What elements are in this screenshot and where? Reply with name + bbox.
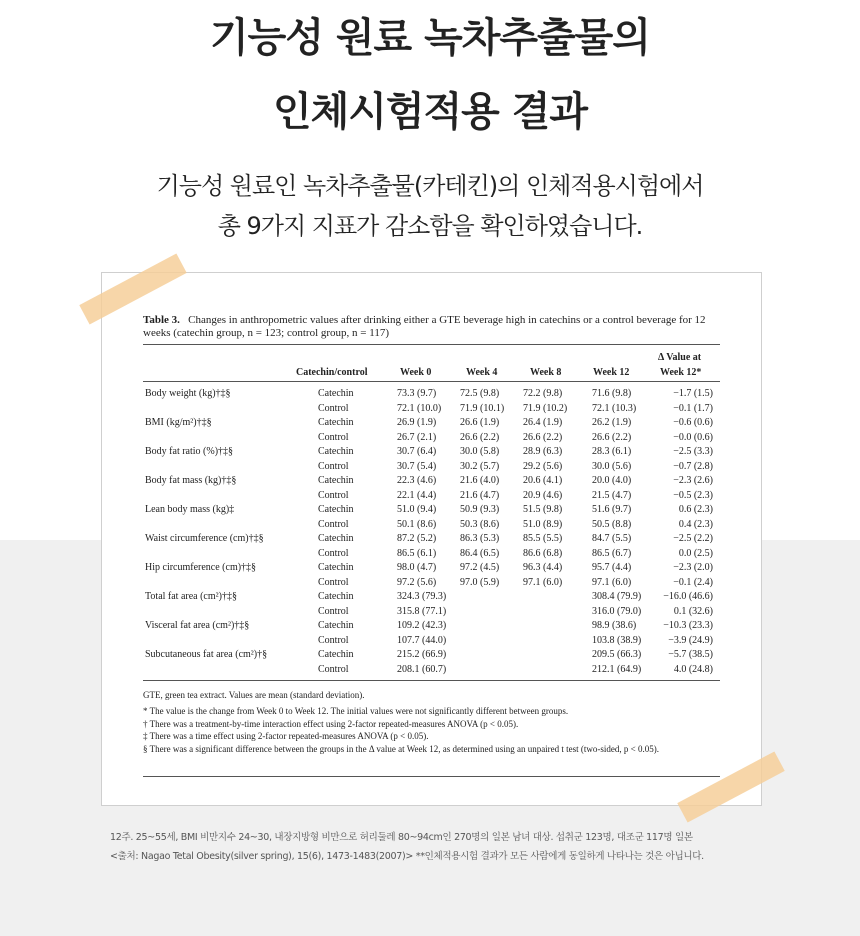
cell-week8: 51.0 (8.9) [523, 519, 563, 530]
cell-week12: 98.9 (38.6) [592, 620, 637, 631]
cell-delta: −0.1 (2.4) [673, 577, 713, 588]
header-delta-week12: Week 12* [660, 367, 702, 378]
cell-delta: −5.7 (38.5) [668, 649, 713, 660]
cell-delta: −2.5 (2.2) [673, 533, 713, 544]
table-rule-bottom [143, 680, 720, 681]
cell-delta: −0.0 (0.6) [673, 432, 713, 443]
header-catechin-control: Catechin/control [296, 367, 368, 378]
source-caption: <출처: Nagao Tetal Obesity(silver spring), 15(6), 1473-1483(2007)> **인체적용시험 결과가 모든 사람에게 동일하게 나타나는 것은 아닙니다. [110, 851, 704, 862]
cell-group: Control [318, 432, 349, 443]
cell-week0: 109.2 (42.3) [397, 620, 447, 631]
cell-week4: 71.9 (10.1) [460, 403, 505, 414]
cell-group: Control [318, 548, 349, 559]
cell-week4: 50.3 (8.6) [460, 519, 500, 530]
subtitle-line1: 기능성 원료인 녹차추출물(카테킨)의 인체적용시험에서 [156, 172, 704, 200]
cell-delta: 4.0 (24.8) [673, 664, 713, 675]
cell-week0: 107.7 (44.0) [397, 635, 447, 646]
cell-delta: −0.5 (2.3) [673, 490, 713, 501]
cell-week0: 208.1 (60.7) [397, 664, 447, 675]
cell-week12: 72.1 (10.3) [592, 403, 637, 414]
cell-delta: −1.7 (1.5) [673, 388, 713, 399]
cell-delta: −16.0 (46.6) [663, 591, 713, 602]
cell-delta: −0.6 (0.6) [673, 417, 713, 428]
cell-measure: BMI (kg/m²)†‡§ [145, 417, 212, 428]
cell-week12: 26.2 (1.9) [592, 417, 632, 428]
cell-group: Control [318, 490, 349, 501]
cell-week0: 87.2 (5.2) [397, 533, 437, 544]
cell-group: Control [318, 403, 349, 414]
cell-week0: 97.2 (5.6) [397, 577, 437, 588]
cell-group: Control [318, 635, 349, 646]
cell-week4: 97.0 (5.9) [460, 577, 500, 588]
cell-group: Catechin [318, 533, 354, 544]
cell-group: Control [318, 664, 349, 675]
cell-week12: 84.7 (5.5) [592, 533, 632, 544]
cell-week4: 30.2 (5.7) [460, 461, 500, 472]
cell-delta: −10.3 (23.3) [663, 620, 713, 631]
cell-week8: 72.2 (9.8) [523, 388, 563, 399]
cell-week0: 22.3 (4.6) [397, 475, 437, 486]
cell-measure: Total fat area (cm²)†‡§ [145, 591, 237, 602]
cell-week4: 26.6 (1.9) [460, 417, 500, 428]
cell-week4: 72.5 (9.8) [460, 388, 500, 399]
cell-week0: 72.1 (10.0) [397, 403, 442, 414]
cell-week0: 86.5 (6.1) [397, 548, 437, 559]
cell-group: Catechin [318, 388, 354, 399]
cell-group: Catechin [318, 620, 354, 631]
cell-measure: Hip circumference (cm)†‡§ [145, 562, 257, 573]
cell-delta: −0.1 (1.7) [673, 403, 713, 414]
cell-week12: 212.1 (64.9) [592, 664, 642, 675]
header-week4: Week 4 [466, 367, 498, 378]
cell-week0: 215.2 (66.9) [397, 649, 447, 660]
cell-week4: 26.6 (2.2) [460, 432, 500, 443]
page-title-line2: 인체시험적용 결과 [272, 89, 588, 135]
cell-week4: 21.6 (4.7) [460, 490, 500, 501]
cell-week8: 86.6 (6.8) [523, 548, 563, 559]
cell-week0: 30.7 (6.4) [397, 446, 437, 457]
cell-week12: 308.4 (79.9) [592, 591, 642, 602]
cell-measure: Body fat mass (kg)†‡§ [145, 475, 237, 486]
cell-delta: −2.3 (2.0) [673, 562, 713, 573]
cell-group: Catechin [318, 504, 354, 515]
cell-week12: 26.6 (2.2) [592, 432, 632, 443]
cell-week12: 316.0 (79.0) [592, 606, 642, 617]
cell-week0: 73.3 (9.7) [397, 388, 437, 399]
footnote: * The value is the change from Week 0 to Week 12. The initial values were not significantly different between groups. [143, 706, 569, 716]
cell-week0: 315.8 (77.1) [397, 606, 447, 617]
header-week8: Week 8 [530, 367, 562, 378]
cell-week12: 30.0 (5.6) [592, 461, 632, 472]
header-week12: Week 12 [593, 367, 630, 378]
footnote: GTE, green tea extract. Values are mean (standard deviation). [143, 690, 365, 700]
cell-week8: 96.3 (4.4) [523, 562, 563, 573]
cell-group: Control [318, 577, 349, 588]
cell-week8: 28.9 (6.3) [523, 446, 563, 457]
cell-week4: 86.4 (6.5) [460, 548, 500, 559]
cell-delta: 0.6 (2.3) [678, 504, 713, 515]
cell-week12: 50.5 (8.8) [592, 519, 632, 530]
page-title-line1: 기능성 원료 녹차추출물의 [210, 15, 650, 61]
cell-week4: 30.0 (5.8) [460, 446, 500, 457]
cell-week12: 209.5 (66.3) [592, 649, 642, 660]
cell-week0: 26.9 (1.9) [397, 417, 437, 428]
cell-week8: 85.5 (5.5) [523, 533, 563, 544]
cell-measure: Visceral fat area (cm²)†‡§ [145, 620, 250, 631]
cell-week8: 20.6 (4.1) [523, 475, 563, 486]
cell-group: Catechin [318, 475, 354, 486]
footnote-rule [143, 776, 720, 777]
cell-delta: −0.7 (2.8) [673, 461, 713, 472]
table-title-label: Table 3. [143, 314, 180, 326]
cell-week8: 51.5 (9.8) [523, 504, 563, 515]
footnote: § There was a significant difference between the groups in the Δ value at Week 12, as determined using an unpaired t test (two-sided, p < 0.05). [143, 744, 659, 754]
cell-week0: 324.3 (79.3) [397, 591, 447, 602]
cell-week12: 21.5 (4.7) [592, 490, 632, 501]
table-title [143, 314, 723, 340]
cell-week4: 50.9 (9.3) [460, 504, 500, 515]
cell-week4: 86.3 (5.3) [460, 533, 500, 544]
cell-week8: 97.1 (6.0) [523, 577, 563, 588]
cell-week4: 97.2 (4.5) [460, 562, 500, 573]
header-delta-at: Δ Value at [658, 352, 702, 363]
cell-week8: 71.9 (10.2) [523, 403, 568, 414]
cell-group: Catechin [318, 446, 354, 457]
cell-measure: Waist circumference (cm)†‡§ [145, 533, 264, 544]
footnote: ‡ There was a time effect using 2-factor repeated-measures ANOVA (p < 0.05). [143, 731, 429, 741]
header-week0: Week 0 [400, 367, 432, 378]
cell-group: Control [318, 461, 349, 472]
cell-week8: 20.9 (4.6) [523, 490, 563, 501]
study-caption: 12주. 25~55세, BMI 비만지수 24~30, 내장지방형 비만으로 허리둘레 80~94cm인 270명의 일본 남녀 대상. 섭취군 123명, 대조군 117명 일본 [110, 832, 693, 843]
cell-group: Control [318, 606, 349, 617]
cell-delta: 0.0 (2.5) [678, 548, 713, 559]
cell-delta: −3.9 (24.9) [668, 635, 713, 646]
cell-week12: 20.0 (4.0) [592, 475, 632, 486]
cell-week0: 98.0 (4.7) [397, 562, 437, 573]
cell-week12: 103.8 (38.9) [592, 635, 642, 646]
cell-week12: 51.6 (9.7) [592, 504, 632, 515]
cell-week12: 95.7 (4.4) [592, 562, 632, 573]
cell-measure: Subcutaneous fat area (cm²)†§ [145, 649, 268, 660]
cell-group: Catechin [318, 417, 354, 428]
cell-measure: Body weight (kg)†‡§ [145, 388, 231, 399]
cell-week12: 71.6 (9.8) [592, 388, 632, 399]
table-rule-header [143, 381, 720, 382]
cell-week12: 28.3 (6.1) [592, 446, 632, 457]
cell-delta: −2.3 (2.6) [673, 475, 713, 486]
cell-week0: 26.7 (2.1) [397, 432, 437, 443]
cell-week0: 50.1 (8.6) [397, 519, 437, 530]
table-title-text: Changes in anthropometric values after drinking either a GTE beverage high in catechins or a control beverage for 12 weeks (catechin group, n = 123; control group, n = 117) [143, 314, 706, 339]
cell-group: Catechin [318, 562, 354, 573]
cell-week8: 26.6 (2.2) [523, 432, 563, 443]
subtitle-line2: 총 9가지 지표가 감소함을 확인하였습니다. [217, 212, 643, 240]
cell-delta: 0.4 (2.3) [678, 519, 713, 530]
cell-group: Control [318, 519, 349, 530]
cell-measure: Lean body mass (kg)‡ [145, 504, 235, 515]
cell-delta: −2.5 (3.3) [673, 446, 713, 457]
cell-group: Catechin [318, 649, 354, 660]
cell-week12: 86.5 (6.7) [592, 548, 632, 559]
cell-week4: 21.6 (4.0) [460, 475, 500, 486]
table-rule-top [143, 344, 720, 345]
cell-week8: 26.4 (1.9) [523, 417, 563, 428]
cell-week12: 97.1 (6.0) [592, 577, 632, 588]
cell-week8: 29.2 (5.6) [523, 461, 563, 472]
footnote: † There was a treatment-by-time interaction effect using 2-factor repeated-measures ANOVA (p < 0.05). [143, 719, 519, 729]
cell-week0: 30.7 (5.4) [397, 461, 437, 472]
cell-group: Catechin [318, 591, 354, 602]
cell-delta: 0.1 (32.6) [673, 606, 713, 617]
cell-week0: 51.0 (9.4) [397, 504, 437, 515]
cell-week0: 22.1 (4.4) [397, 490, 437, 501]
cell-measure: Body fat ratio (%)†‡§ [145, 446, 234, 457]
